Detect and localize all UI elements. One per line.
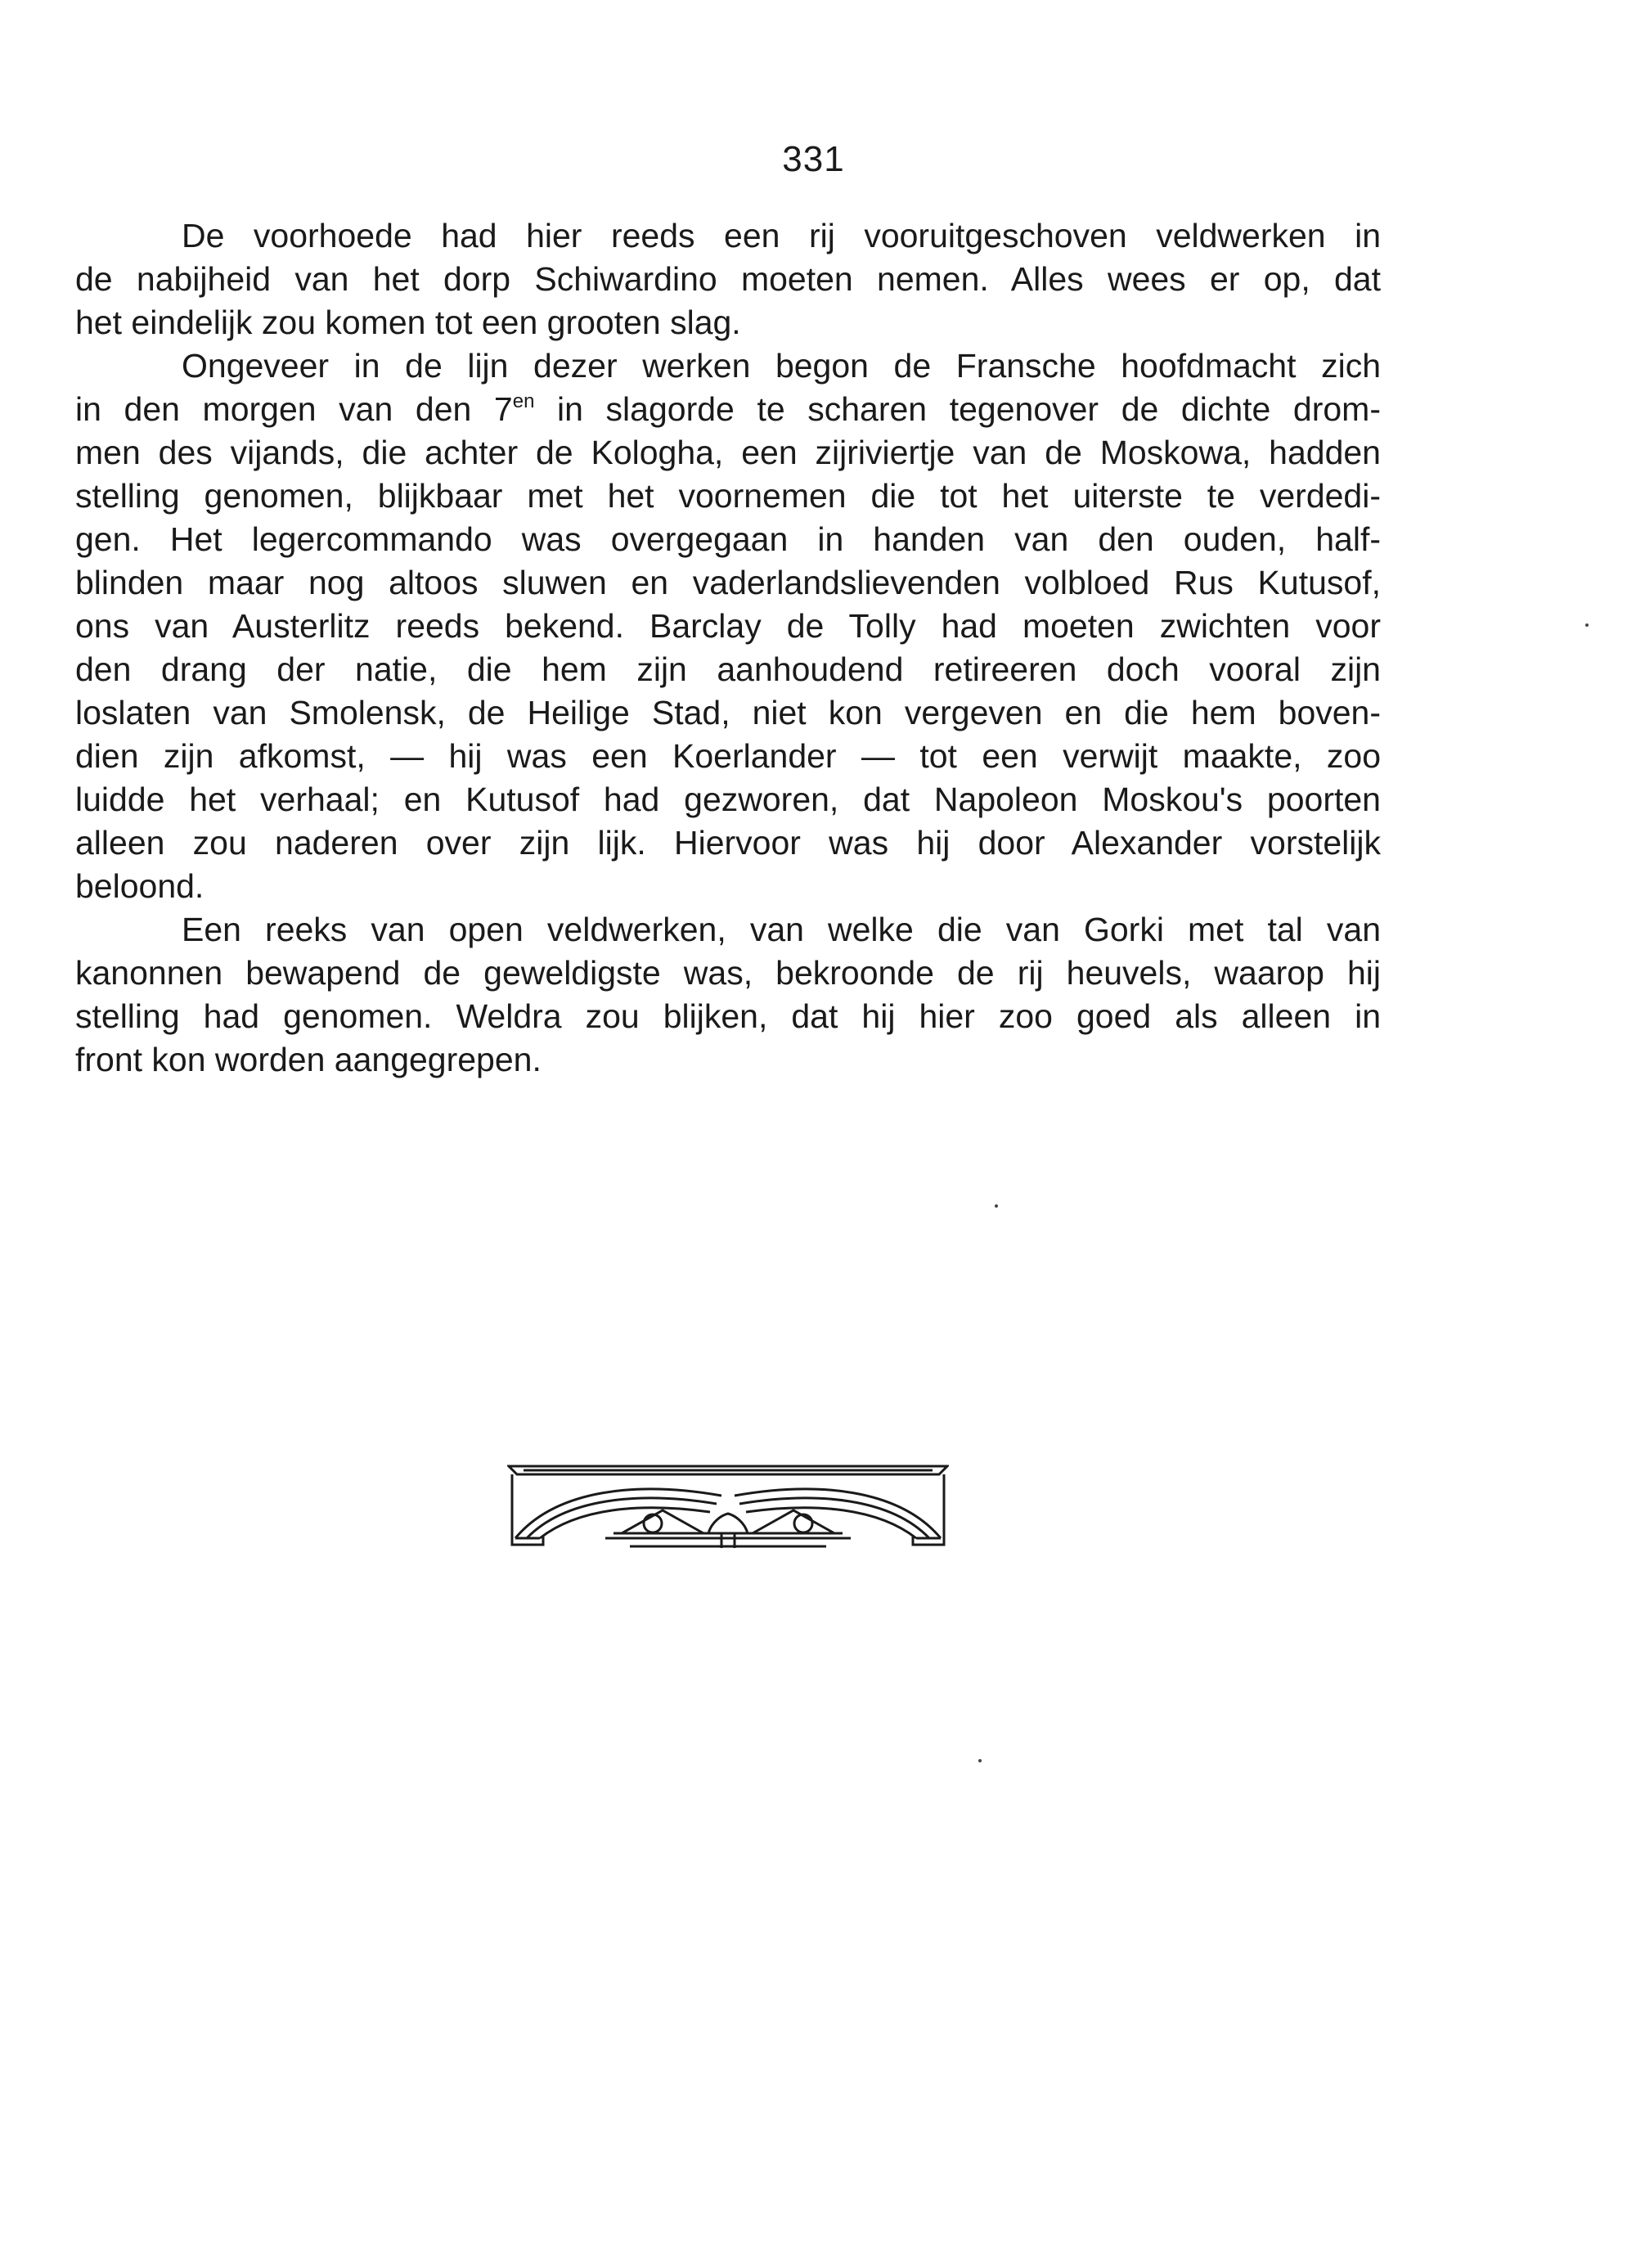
ink-speck	[1585, 623, 1589, 627]
text-line: stelling had genomen. Weldra zou blijken, dat hij hier zoo goed als alleen in	[75, 997, 1381, 1035]
text-line	[75, 388, 1381, 431]
text-line: alleen zou naderen over zijn lijk. Hiervoor was hij door Alexander vorstelijk	[75, 824, 1381, 862]
text-line: De voorhoede had hier reeds een rij vooruitgeschoven veldwerken in	[182, 217, 1381, 254]
text-line: blinden maar nog altoos sluwen en vaderlandslievenden volbloed Rus Kutusof,	[75, 564, 1381, 601]
paragraph-2	[75, 344, 1381, 908]
text-line: gen. Het legercommando was overgegaan in handen van den ouden, half-	[75, 520, 1381, 558]
text-line: dien zijn afkomst, — hij was een Koerlander — tot een verwijt maakte, zoo	[75, 737, 1381, 775]
text-line: het eindelijk zou komen tot een grooten slag.	[75, 304, 741, 341]
text-segment: in slagorde te scharen tegenover de dichte drom-	[534, 390, 1381, 428]
body-text	[75, 214, 1381, 1082]
ink-speck	[978, 1759, 982, 1762]
text-line: front kon worden aangegrepen.	[75, 1041, 542, 1078]
text-segment: in den morgen van den 7	[75, 390, 513, 428]
text-line: den drang der natie, die hem zijn aanhoudend retireeren doch vooral zijn	[75, 650, 1381, 688]
text-line: luidde het verhaal; en Kutusof had gezworen, dat Napoleon Moskou's poorten	[75, 781, 1381, 818]
tailpiece-ornament-icon	[507, 1456, 949, 1555]
text-line: Een reeks van open veldwerken, van welke die van Gorki met tal van	[182, 911, 1381, 948]
superscript: en	[512, 390, 535, 412]
text-line: loslaten van Smolensk, de Heilige Stad, niet kon vergeven en die hem boven-	[75, 694, 1381, 731]
text-line: men des vijands, die achter de Kologha, een zijriviertje van de Moskowa, hadden	[75, 434, 1381, 471]
text-line: stelling genomen, blijkbaar met het voornemen die tot het uiterste te verdedi-	[75, 477, 1381, 515]
text-line: ons van Austerlitz reeds bekend. Barclay de Tolly had moeten zwichten voor	[75, 607, 1381, 645]
paragraph-3	[75, 908, 1381, 1082]
text-line: de nabijheid van het dorp Schiwardino moeten nemen. Alles wees er op, dat	[75, 260, 1381, 298]
text-line: kanonnen bewapend de geweldigste was, bekroonde de rij heuvels, waarop hij	[75, 954, 1381, 992]
page-number: 331	[782, 139, 845, 179]
paragraph-1	[75, 214, 1381, 344]
text-line: beloond.	[75, 867, 204, 905]
ink-speck	[995, 1204, 998, 1208]
text-line: Ongeveer in de lijn dezer werken begon de Fransche hoofdmacht zich	[182, 347, 1381, 385]
